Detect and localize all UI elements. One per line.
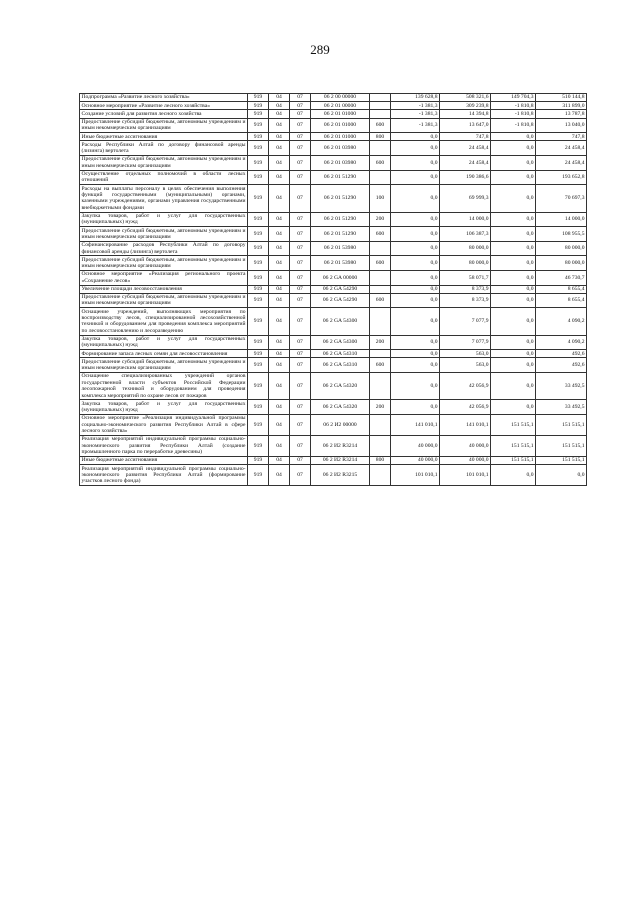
row-target-article: 06 2 01 51290 [311,170,370,185]
row-value-1: 139 628,8 [391,94,440,102]
row-subsection-code: 07 [290,285,311,293]
row-name: Закупка товаров, работ и услуг для государственных (муниципальных) нужд [81,212,246,226]
row-subsection-code: 07 [290,155,311,170]
row-value-2: 14 000,0 [440,212,491,227]
row-value-4: 492,6 [536,358,587,373]
row-value-3: -1 810,8 [491,110,536,118]
row-target-article: 06 2 00 00000 [311,94,370,102]
row-subsection-code: 07 [290,256,311,271]
row-admin-code: 919 [248,415,269,436]
row-value-2: 80 000,0 [440,256,491,271]
row-subsection-code: 07 [290,350,311,358]
row-subsection-code: 07 [290,373,311,400]
row-value-4: 80 000,0 [536,256,587,271]
table-row [80,94,587,102]
row-value-1: 0,0 [391,256,440,271]
table-row [80,141,587,156]
table-row [80,241,587,256]
row-target-article: 06 2 И2 R3214 [311,436,370,457]
row-value-3: 0,0 [491,285,536,293]
row-name: Софинансирование расходов Республики Алтай по договору финансовой аренды (лизинга) вертолета [81,242,246,255]
row-section-code: 04 [269,270,290,285]
row-value-3: 0,0 [491,293,536,308]
row-target-article: 06 2 GA 54290 [311,285,370,293]
row-target-article: 06 2 GA 54290 [311,293,370,308]
row-expense-type: 600 [370,358,391,373]
row-section-code: 04 [269,465,290,486]
row-value-3: 0,0 [491,241,536,256]
row-value-3: 0,0 [491,308,536,335]
row-value-2: 508 321,6 [440,94,491,102]
table-row [80,415,587,436]
row-name: Реализация мероприятий индивидуальной программы социально-экономического развития Республики Алтай (создание промышленного парка по переработке древесины) [81,436,246,456]
row-name: Предоставление субсидий бюджетным, автономным учреждениям и иным некоммерческим организациям [81,358,246,372]
row-subsection-code: 07 [290,133,311,141]
row-name: Расходы Республики Алтай по договору финансовой аренды (лизинга) вертолета [81,141,246,155]
table-row [80,227,587,242]
row-value-1: -1 381,3 [391,118,440,133]
table-row [80,436,587,457]
row-name: Подпрограмма «Развитие лесного хозяйства» [80,94,248,102]
row-subsection-code: 07 [290,400,311,415]
row-value-3: 0,0 [491,270,536,285]
row-section-code: 04 [269,308,290,335]
table-row [80,457,587,465]
row-value-1: 0,0 [391,212,440,227]
row-value-2: 24 458,4 [440,141,491,156]
row-admin-code: 919 [248,241,269,256]
table-row [80,358,587,373]
row-section-code: 04 [269,415,290,436]
row-name: Оснащение учреждений, выполняющих мероприятия по воспроизводству лесов, специализированной лесохозяйственной техникой и оборудованием для проведения комплекса мероприятий по лесовосстановлению и лесоразведению [81,308,246,334]
row-value-1: 0,0 [391,400,440,415]
row-section-code: 04 [269,293,290,308]
row-section-code: 04 [269,400,290,415]
table-body [80,94,587,486]
row-expense-type [370,94,391,102]
row-expense-type: 600 [370,256,391,271]
row-section-code: 04 [269,457,290,465]
row-admin-code: 919 [248,118,269,133]
row-value-1: 0,0 [391,358,440,373]
row-value-1: 0,0 [391,141,440,156]
row-admin-code: 919 [248,185,269,212]
row-value-1: 0,0 [391,241,440,256]
row-value-2: 8 373,9 [440,285,491,293]
row-target-article: 06 2 01 01000 [311,110,370,118]
row-value-2: 141 010,1 [440,415,491,436]
row-value-2: 40 000,0 [440,457,491,465]
row-expense-type [370,270,391,285]
row-value-4: 193 652,8 [536,170,587,185]
row-value-2: 7 077,9 [440,308,491,335]
row-subsection-code: 07 [290,335,311,350]
row-value-2: 69 999,3 [440,185,491,212]
row-target-article: 06 2 01 00000 [311,102,370,110]
row-section-code: 04 [269,102,290,110]
table-row [80,155,587,170]
row-expense-type: 200 [370,335,391,350]
row-value-4: 14 000,0 [536,212,587,227]
row-target-article: 06 2 И2 R3215 [311,465,370,486]
row-value-1: 40 000,0 [391,457,440,465]
row-name: Предоставление субсидий бюджетным, автономным учреждениям и иным некоммерческим организациям [81,156,246,169]
row-value-3: 0,0 [491,212,536,227]
row-name: Предоставление субсидий бюджетным, автономным учреждениям и иным некоммерческим организациям [81,227,246,240]
row-expense-type: 200 [370,212,391,227]
table-row [80,110,587,118]
row-value-4: 151 515,1 [536,415,587,436]
row-value-4: 8 655,4 [536,285,587,293]
row-expense-type [370,241,391,256]
row-expense-type: 800 [370,133,391,141]
row-value-4: 24 458,4 [536,141,587,156]
row-subsection-code: 07 [290,185,311,212]
row-value-2: 747,8 [440,133,491,141]
row-value-1: 141 010,1 [391,415,440,436]
row-value-3: 0,0 [491,358,536,373]
row-value-1: 0,0 [391,185,440,212]
row-subsection-code: 07 [290,465,311,486]
table-row [80,400,587,415]
row-value-4: 70 697,3 [536,185,587,212]
row-value-2: 190 386,6 [440,170,491,185]
row-admin-code: 919 [248,270,269,285]
table-row [80,373,587,400]
row-admin-code: 919 [248,133,269,141]
row-value-1: 0,0 [391,335,440,350]
row-section-code: 04 [269,212,290,227]
row-admin-code: 919 [248,256,269,271]
row-value-2: 40 000,0 [440,436,491,457]
row-admin-code: 919 [248,373,269,400]
row-value-4: 747,8 [536,133,587,141]
row-value-2: 563,0 [440,358,491,373]
row-admin-code: 919 [248,102,269,110]
row-subsection-code: 07 [290,94,311,102]
row-target-article: 06 2 GA 00000 [311,270,370,285]
row-value-4: 8 655,4 [536,293,587,308]
row-subsection-code: 07 [290,457,311,465]
row-expense-type: 600 [370,118,391,133]
row-expense-type [370,465,391,486]
row-section-code: 04 [269,285,290,293]
row-value-2: 8 373,9 [440,293,491,308]
row-subsection-code: 07 [290,293,311,308]
table-row [80,308,587,335]
row-name: Осуществление отдельных полномочий в области лесных отношений [81,170,246,184]
row-value-4: 80 000,0 [536,241,587,256]
row-admin-code: 919 [248,335,269,350]
row-value-3: 0,0 [491,170,536,185]
row-subsection-code: 07 [290,118,311,133]
row-admin-code: 919 [248,170,269,185]
row-section-code: 04 [269,436,290,457]
row-value-3: 0,0 [491,141,536,156]
table-row [80,270,587,285]
row-target-article: 06 2 01 51290 [311,212,370,227]
row-section-code: 04 [269,141,290,156]
row-value-1: 0,0 [391,227,440,242]
table-row [80,465,587,486]
row-subsection-code: 07 [290,308,311,335]
row-expense-type [370,102,391,110]
row-name: Формирование запаса лесных семян для лесовосстановления [80,350,248,358]
table-row [80,350,587,358]
budget-table [79,93,587,486]
row-admin-code: 919 [248,457,269,465]
row-value-4: 492,6 [536,350,587,358]
row-value-3: 0,0 [491,465,536,486]
row-subsection-code: 07 [290,110,311,118]
row-expense-type: 100 [370,185,391,212]
row-name: Основное мероприятие «Реализация регионального проекта «Сохранение лесов» [81,271,246,284]
table-row [80,335,587,350]
row-value-4: 33 492,5 [536,400,587,415]
row-value-2: 563,0 [440,350,491,358]
row-value-3: -1 810,8 [491,102,536,110]
row-expense-type: 600 [370,227,391,242]
row-value-3: 151 515,1 [491,436,536,457]
row-target-article: 06 2 01 51290 [311,185,370,212]
row-section-code: 04 [269,94,290,102]
row-subsection-code: 07 [290,170,311,185]
row-target-article: 06 2 GA 54320 [311,400,370,415]
row-name: Иные бюджетные ассигнования [80,133,248,141]
row-value-1: 101 010,1 [391,465,440,486]
row-value-3: 0,0 [491,400,536,415]
row-section-code: 04 [269,155,290,170]
row-value-3: 149 704,3 [491,94,536,102]
row-value-1: 0,0 [391,350,440,358]
row-name: Иные бюджетные ассигнования [80,457,248,465]
row-admin-code: 919 [248,155,269,170]
row-expense-type [370,141,391,156]
row-admin-code: 919 [248,285,269,293]
row-admin-code: 919 [248,94,269,102]
row-name: Закупка товаров, работ и услуг для государственных (муниципальных) нужд [81,400,246,414]
row-name: Создание условий для развития лесного хозяйства [80,110,248,118]
row-value-1: 0,0 [391,285,440,293]
row-value-4: 4 090,2 [536,335,587,350]
row-value-1: 0,0 [391,170,440,185]
row-expense-type: 200 [370,400,391,415]
row-value-1: 40 000,0 [391,436,440,457]
row-value-3: -1 810,8 [491,118,536,133]
row-value-1: -1 381,3 [391,110,440,118]
table-row [80,170,587,185]
row-section-code: 04 [269,227,290,242]
row-value-2: 24 458,4 [440,155,491,170]
row-target-article: 06 2 GA 54310 [311,350,370,358]
row-value-1: 0,0 [391,308,440,335]
row-name: Оснащение специализированных учреждений органов государственной власти субъектов Российской Федерации лесопожарной техникой и оборудованием для проведения комплекса мероприятий по охране лесов от пожаров [81,373,246,399]
row-name: Предоставление субсидий бюджетным, автономным учреждениям и иным некоммерческим организациям [81,256,246,270]
row-name: Предоставление субсидий бюджетным, автономным учреждениям и иным некоммерческим организациям [81,118,246,132]
row-subsection-code: 07 [290,415,311,436]
row-subsection-code: 07 [290,436,311,457]
row-expense-type [370,170,391,185]
row-admin-code: 919 [248,293,269,308]
row-value-3: 151 515,1 [491,415,536,436]
row-expense-type [370,308,391,335]
row-section-code: 04 [269,373,290,400]
row-target-article: 06 2 GA 54300 [311,308,370,335]
row-target-article: 06 2 И2 00000 [311,415,370,436]
row-value-1: 0,0 [391,133,440,141]
row-admin-code: 919 [248,400,269,415]
table-row [80,185,587,212]
table-row [80,293,587,308]
row-value-4: 13 787,8 [536,110,587,118]
row-section-code: 04 [269,335,290,350]
row-value-4: 46 730,7 [536,270,587,285]
row-value-2: 58 071,7 [440,270,491,285]
row-target-article: 06 2 И2 R3214 [311,457,370,465]
row-subsection-code: 07 [290,102,311,110]
row-admin-code: 919 [248,436,269,457]
row-value-2: 106 387,3 [440,227,491,242]
row-admin-code: 919 [248,465,269,486]
row-subsection-code: 07 [290,270,311,285]
row-value-1: -1 381,3 [391,102,440,110]
table-row [80,102,587,110]
row-value-4: 33 492,5 [536,373,587,400]
table-row [80,118,587,133]
row-admin-code: 919 [248,350,269,358]
row-name: Реализация мероприятий индивидуальной программы социально-экономического развития Республики Алтай (формирование участков лесного фонда) [81,465,246,485]
table-row [80,285,587,293]
row-value-2: 14 394,8 [440,110,491,118]
row-value-3: 151 515,1 [491,457,536,465]
row-value-1: 0,0 [391,293,440,308]
row-value-4: 4 090,2 [536,308,587,335]
row-target-article: 06 2 01 01000 [311,118,370,133]
row-target-article: 06 2 GA 54300 [311,335,370,350]
table-row [80,256,587,271]
row-subsection-code: 07 [290,141,311,156]
row-value-2: 309 239,8 [440,102,491,110]
row-value-4: 108 955,5 [536,227,587,242]
row-section-code: 04 [269,118,290,133]
row-value-4: 151 515,1 [536,436,587,457]
row-subsection-code: 07 [290,241,311,256]
row-value-1: 0,0 [391,155,440,170]
row-section-code: 04 [269,185,290,212]
row-expense-type [370,350,391,358]
row-value-3: 0,0 [491,185,536,212]
row-section-code: 04 [269,358,290,373]
row-subsection-code: 07 [290,358,311,373]
row-name: Основное мероприятие «Реализация индивидуальной программы социально-экономического развития Республики Алтай в сфере лесного хозяйства» [81,415,246,435]
row-section-code: 04 [269,256,290,271]
row-name: Расходы на выплаты персоналу в целях обеспечения выполнения функций государственными (муниципальными) органами, казенными учреждениями, органами управления государственными внебюджетными фондами [81,185,246,211]
row-name: Предоставление субсидий бюджетным, автономным учреждениям и иным некоммерческим организациям [81,294,246,307]
row-value-4: 24 458,4 [536,155,587,170]
row-admin-code: 919 [248,227,269,242]
table-row [80,133,587,141]
row-value-1: 0,0 [391,270,440,285]
row-value-3: 0,0 [491,227,536,242]
row-value-2: 13 647,0 [440,118,491,133]
row-expense-type: 800 [370,457,391,465]
row-value-2: 42 056,9 [440,400,491,415]
row-expense-type [370,415,391,436]
row-expense-type: 600 [370,293,391,308]
row-section-code: 04 [269,170,290,185]
row-target-article: 06 2 01 01000 [311,133,370,141]
row-value-4: 0,0 [536,465,587,486]
row-target-article: 06 2 GA 54310 [311,358,370,373]
row-admin-code: 919 [248,308,269,335]
row-expense-type [370,285,391,293]
row-value-2: 101 010,1 [440,465,491,486]
row-section-code: 04 [269,350,290,358]
row-value-4: 13 040,0 [536,118,587,133]
row-value-3: 0,0 [491,133,536,141]
row-target-article: 06 2 01 51290 [311,227,370,242]
row-value-3: 0,0 [491,155,536,170]
row-admin-code: 919 [248,110,269,118]
row-target-article: 06 2 01 53980 [311,256,370,271]
row-value-3: 0,0 [491,335,536,350]
row-value-1: 0,0 [391,373,440,400]
row-admin-code: 919 [248,141,269,156]
row-name: Увеличение площади лесовосстановления [80,285,248,293]
row-target-article: 06 2 01 53980 [311,241,370,256]
row-expense-type [370,436,391,457]
row-subsection-code: 07 [290,227,311,242]
row-expense-type [370,110,391,118]
row-section-code: 04 [269,133,290,141]
row-name: Основное мероприятие «Развитие лесного хозяйства» [80,102,248,110]
row-target-article: 06 2 01 03980 [311,155,370,170]
row-value-3: 0,0 [491,256,536,271]
row-subsection-code: 07 [290,212,311,227]
row-name: Закупка товаров, работ и услуг для государственных (муниципальных) нужд [81,336,246,349]
row-target-article: 06 2 01 03980 [311,141,370,156]
row-target-article: 06 2 GA 54320 [311,373,370,400]
row-expense-type [370,373,391,400]
table-row [80,212,587,227]
row-value-4: 510 144,8 [536,94,587,102]
row-value-3: 0,0 [491,373,536,400]
row-admin-code: 919 [248,358,269,373]
row-value-4: 151 515,1 [536,457,587,465]
row-value-2: 42 056,9 [440,373,491,400]
row-value-3: 0,0 [491,350,536,358]
row-expense-type: 600 [370,155,391,170]
row-admin-code: 919 [248,212,269,227]
row-value-4: 311 899,0 [536,102,587,110]
row-value-2: 7 077,9 [440,335,491,350]
row-section-code: 04 [269,241,290,256]
row-section-code: 04 [269,110,290,118]
page-number: 289 [310,42,330,57]
row-value-2: 80 000,0 [440,241,491,256]
